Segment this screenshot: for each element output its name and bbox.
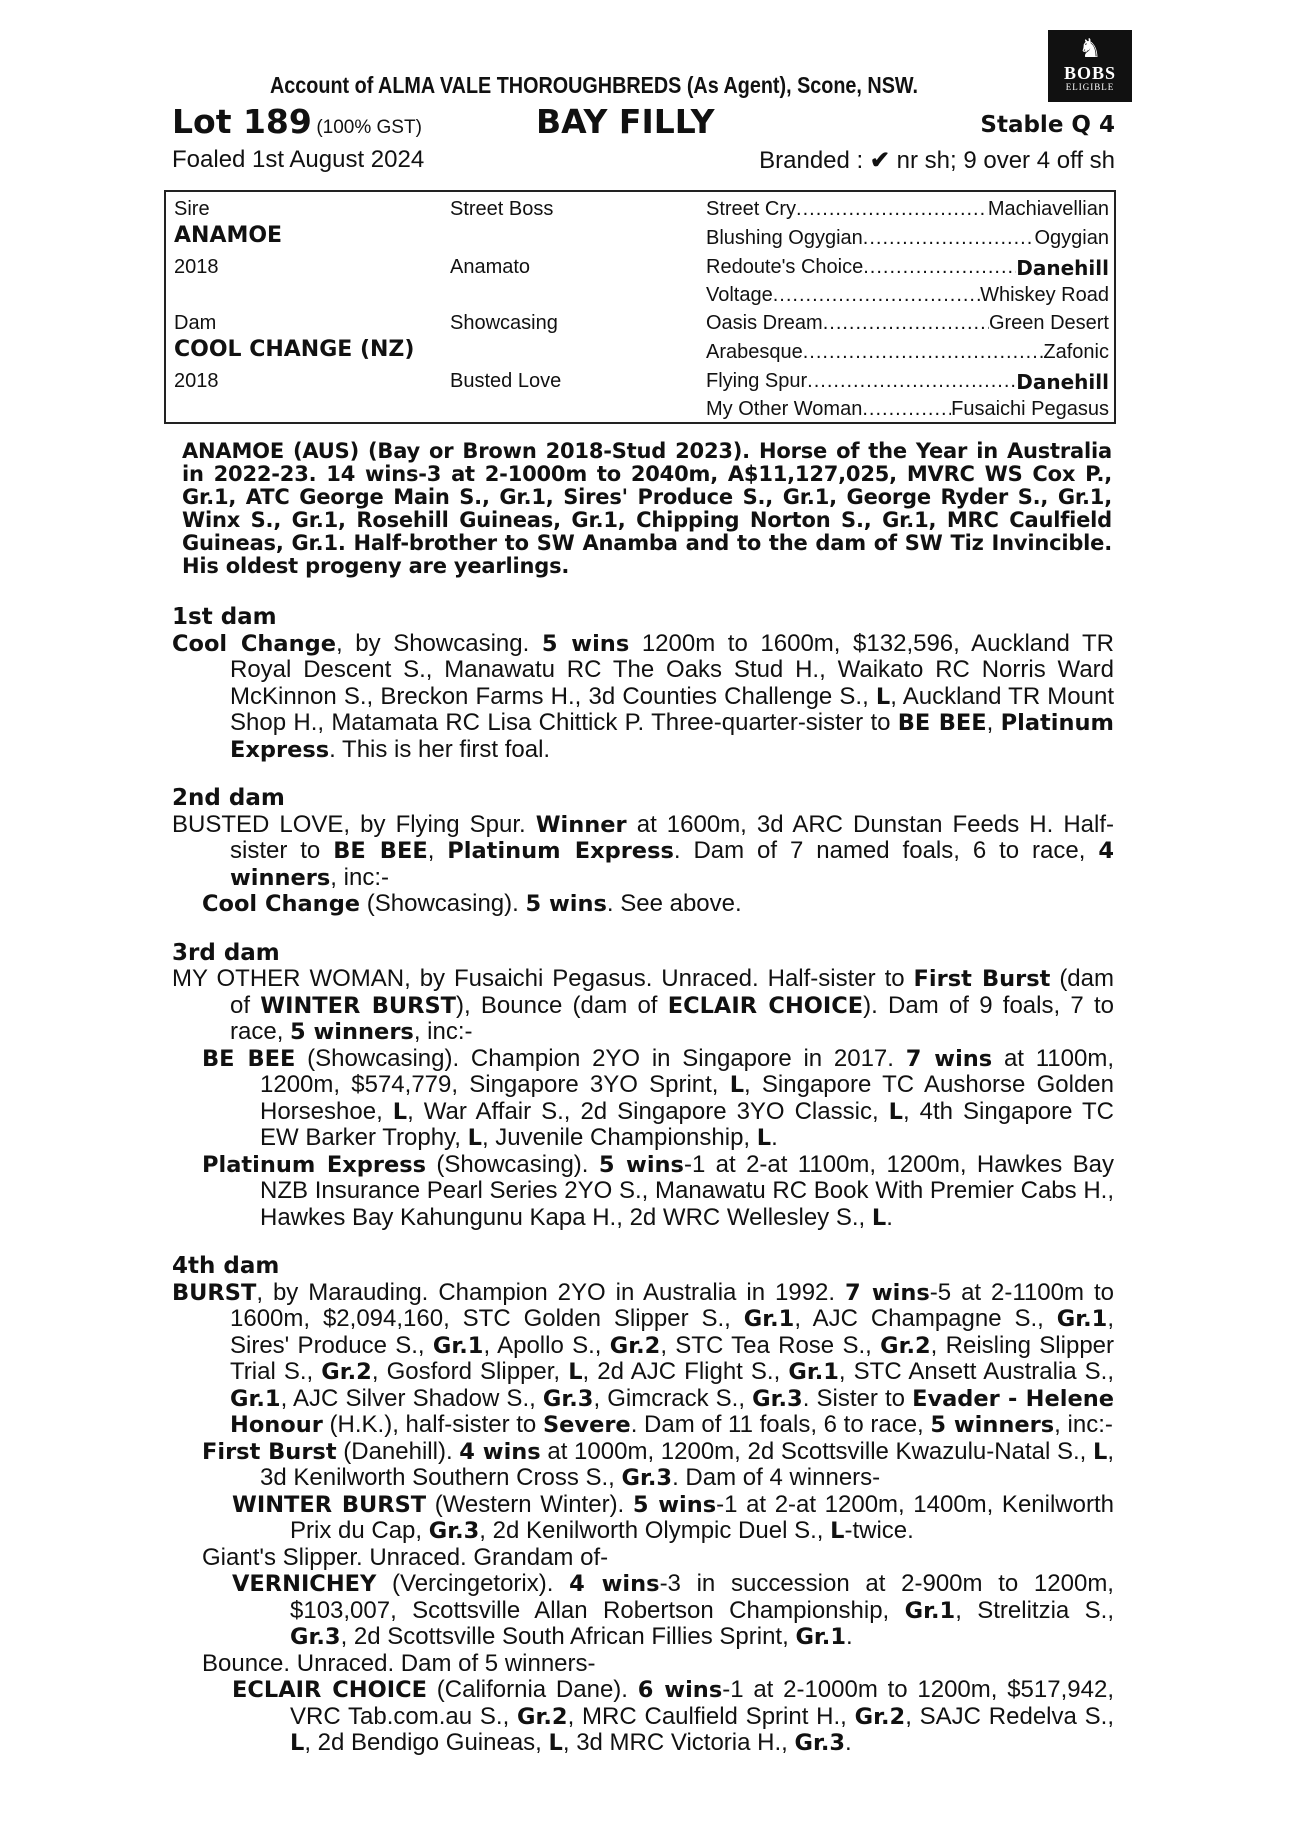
sire-label: Sire [174,198,210,220]
vendor-account: Account of ALMA VALE THOROUGHBREDS (As Agent), Scone, NSW. [270,72,918,98]
progeny-be-bee: BE BEE (Showcasing). Champion 2YO in Singapore in 2017. 7 wins at 1100m, 1200m, $574,779, Singapore 3YO Sprint, L, Singapore TC Aushorse Golden Horseshoe, L, War Affair S., 2d Singapore 3YO Classic, L, 4th Singapore TC EW Barker Trophy, L, Juvenile Championship, L. [202,1044,1115,1151]
logo-brand: BOBS [1063,63,1117,83]
sire-summary: ANAMOE (AUS) (Bay or Brown 2018-Stud 2023). Horse of the Year in Australia in 2022-23. 14 wins-3 at 2-1000m to 2040m, A$11,127,025, MVRC WS Cox P., Gr.1, ATC George Main S., Gr.1, Sires' Produce S., Gr.1, George Ryder S., Gr.1, Winx S., Gr.1, Rosehill Guineas, Gr.1, Chipping Norton S., Gr.1, MRC Caulfield Guineas, Gr.1. Half-brother to SW Anamba and to the dam of SW Tiz Invincible. His oldest progeny are yearlings. [182,439,1112,578]
grandparent-row: Voltage ..... Whiskey Road [706,284,1109,307]
catalogue-body [172,604,1114,1757]
dam3-paragraph: MY OTHER WOMAN, by Fusaichi Pegasus. Unraced. Half-sister to First Burst (dam of WINTER BURST), Bounce (dam of ECLAIR CHOICE). Dam of 9 foals, 7 to race, 5 winners, inc:- [172,965,1114,1045]
dam1-paragraph: Cool Change, by Showcasing. 5 wins 1200m to 1600m, $132,596, Auckland TR Royal Descent S., Manawatu RC The Oaks Stud H., Waikato RC Norris Ward McKinnon S., Breckon Farms H., 3d Counties Challenge S., L, Auckland TR Mount Shop H., Matamata RC Lisa Chittick P. Three-quarter-sister to BE BEE, Platinum Express. This is her first foal. [172,629,1114,763]
progeny-first-burst: First Burst (Danehill). 4 wins at 1000m, 1200m, 2d Scottsville Kwazulu-Natal S., L, 3d Kenilworth Southern Cross S., Gr.3. Dam of 4 winners- [202,1437,1114,1491]
brand-mark-icon: ✔ [869,147,890,174]
dam4-paragraph: BURST, by Marauding. Champion 2YO in Australia in 1992. 7 wins-5 at 2-1100m to 1600m, $2,094,160, STC Golden Slipper S., Gr.1, AJC Champagne S., Gr.1, Sires' Produce S., Gr.1, Apollo S., Gr.2, STC Tea Rose S., Gr.2, Reisling Slipper Trial S., Gr.2, Gosford Slipper, L, 2d AJC Flight S., Gr.1, STC Ansett Australia S., Gr.1, AJC Silver Shadow S., Gr.3, Gimcrack S., Gr.3. Sister to Evader - Helene Honour (H.K.), half-sister to Severe. Dam of 11 foals, 6 to race, 5 winners, inc:- [172,1278,1115,1438]
sire-sire: Street Boss [450,198,554,220]
dam-name: COOL CHANGE (NZ) [174,337,415,362]
progeny-platinum-express: Platinum Express (Showcasing). 5 wins-1 at 2-at 1100m, 1200m, Hawkes Bay NZB Insurance Pearl Series 2YO S., Manawatu RC Book With Premier Cabs H., Hawkes Bay Kahungunu Kapa H., 2d WRC Wellesley S., L. [202,1150,1114,1231]
branded-text: nr sh; 9 over 4 off sh [896,147,1115,174]
sire-name: ANAMOE [174,223,283,248]
branded-label: Branded : [759,147,864,174]
pedigree-table [164,190,1116,424]
section-heading-4th-dam: 4th dam [172,1253,280,1279]
logo-sub: ELIGIBLE [1065,82,1115,92]
progeny-eclair-choice: ECLAIR CHOICE (California Dane). 6 wins-1 at 2-1000m to 1200m, $517,942, VRC Tab.com.au S., Gr.2, MRC Caulfield Sprint H., Gr.2, SAJC Redelva S., L, 2d Bendigo Guineas, L, 3d MRC Victoria H., Gr.3. [232,1676,1114,1756]
grandparent-row: Arabesque ..... Zafonic [706,341,1109,364]
dam2-progeny: Cool Change (Showcasing). 5 wins. See above. [202,890,742,917]
progeny-vernichey: VERNICHEY (Vercingetorix). 4 wins-3 in succession at 2-900m to 1200m, $103,007, Scottsville Allan Robertson Championship, Gr.1, Strelitzia S., Gr.3, 2d Scottsville South African Fillies Sprint, Gr.1. [232,1570,1115,1650]
progeny-winter-burst: WINTER BURST (Western Winter). 5 wins-1 at 2-at 1200m, 1400m, Kenilworth Prix du Cap, Gr.3, 2d Kenilworth Olympic Duel S., L-twice. [232,1490,1114,1544]
section-heading-1st-dam: 1st dam [172,604,277,630]
bobs-eligible-logo [1048,30,1132,102]
grandparent-row: My Other Woman ..... Fusaichi Pegasus [706,398,1109,421]
grandparent-row: Redoute's Choice ..... Danehill [706,256,1109,280]
grandparent-row: Flying Spur ..... Danehill [706,370,1109,394]
dam-sire: Showcasing [450,312,558,334]
lot-number [172,102,422,141]
lot-label: Lot 189 [172,102,312,141]
sire-dam: Anamato [450,256,531,278]
foaled-date: Foaled 1st August 2024 [172,146,425,173]
progeny-bounce: Bounce. Unraced. Dam of 5 winners- [202,1649,596,1677]
grandparent-row: Blushing Ogygian ..... Ogygian [706,227,1109,250]
grandparent-row: Street Cry ..... Machiavellian [706,198,1109,221]
progeny-giants-slipper: Giant's Slipper. Unraced. Grandam of- [202,1543,609,1571]
dam-label: Dam [174,312,217,334]
horse-description: BAY FILLY [536,102,715,141]
section-heading-3rd-dam: 3rd dam [172,939,280,966]
dam-dam: Busted Love [450,370,562,392]
stable-location: Stable Q 4 [980,112,1115,138]
section-heading-2nd-dam: 2nd dam [172,785,285,811]
dam-year: 2018 [174,370,219,392]
sire-year: 2018 [174,256,219,278]
horse-icon: ♞ [1078,33,1102,63]
grandparent-row: Oasis Dream ..... Green Desert [706,312,1109,335]
gst-note: (100% GST) [316,117,422,138]
branded-info [759,146,1115,175]
dam2-paragraph: BUSTED LOVE, by Flying Spur. Winner at 1600m, 3d ARC Dunstan Feeds H. Half-sister to BE BEE, Platinum Express. Dam of 7 named foals, 6 to race, 4 winners, inc:- [172,810,1114,891]
